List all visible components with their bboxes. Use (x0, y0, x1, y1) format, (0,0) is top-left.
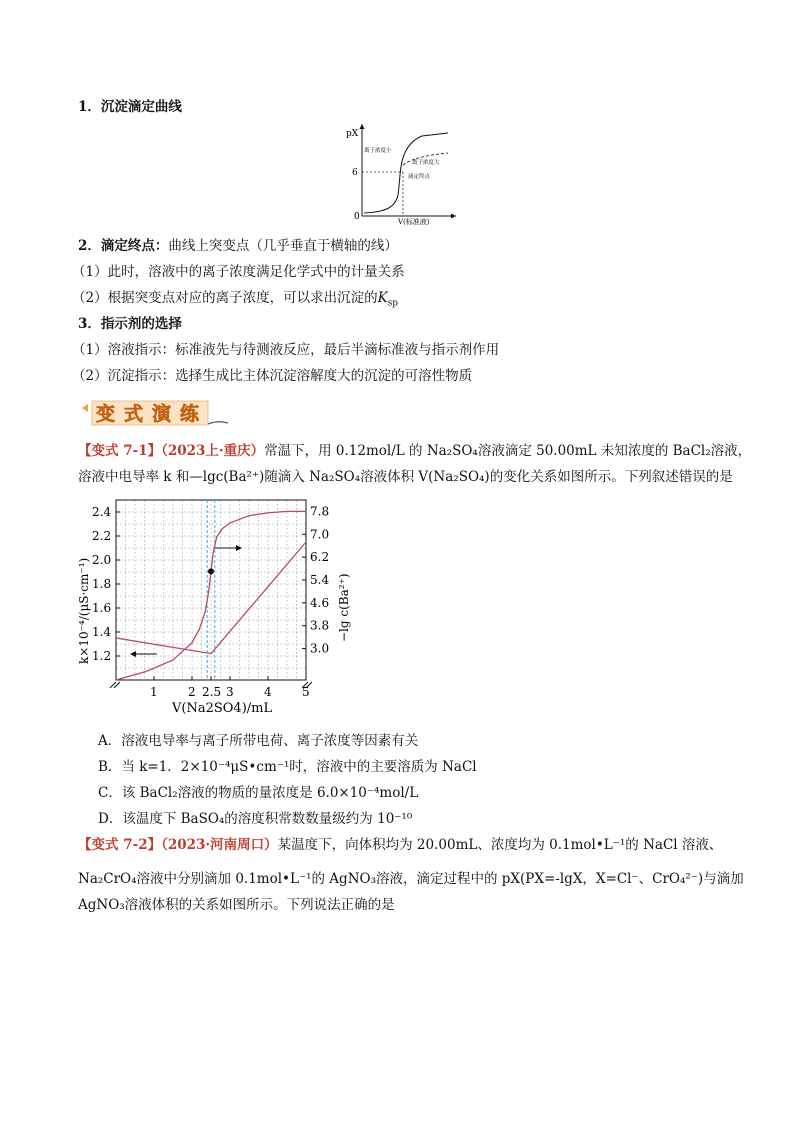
left-tick-label: 2.0 (92, 553, 112, 567)
ksp-symbol: K (377, 290, 388, 306)
fig1-annot-end: 滴定终点 (408, 174, 431, 180)
right-tick-label: 7.0 (310, 527, 330, 542)
banner-char-1: 变 (96, 403, 116, 425)
fig1-y-arrow (360, 124, 365, 129)
fig1-tick-0: 0 (354, 212, 360, 222)
q1-option-d[interactable]: D．该温度下 BaSO₄的溶度积常数数量级约为 10⁻¹⁰ (98, 811, 413, 827)
left-tick-label: 1.8 (92, 577, 112, 591)
titration-curve-figure (340, 120, 460, 225)
q2-line-2: Na₂CrO₄溶液中分别滴加 0.1mol•L⁻¹的 AgNO₃溶液，滴定过程中的 pX(PX=-lgX，X=Cl⁻、CrO₄²⁻)与滴加 (78, 871, 744, 887)
q2-text-1: 某温度下，向体积均为 20.00mL、浓度均为 0.1mol•L⁻¹的 NaCl 溶液、 (277, 837, 723, 853)
section-3-item-2: （2）沉淀指示：选择生成比主体沉淀溶解度大的沉淀的可溶性物质 (72, 368, 473, 384)
practice-banner (80, 398, 230, 428)
section-2-text: 曲线上突变点（几乎垂直于横轴的线） (168, 238, 398, 254)
marked-point (208, 568, 214, 574)
left-tick-label: 1.6 (92, 601, 112, 615)
banner-char-3: 演 (152, 403, 172, 425)
q2-tag: 【变式 7-2】 (78, 837, 162, 853)
right-tick-label: 6.2 (310, 550, 330, 565)
fig1-tick-6: 6 (352, 168, 358, 178)
section-2-number: 2． (78, 238, 101, 254)
q2-source: （2023·河南周口） (161, 837, 278, 853)
ksp-subscript: sp (387, 298, 399, 309)
x-tick-label: 2.5 (202, 685, 222, 699)
section-3-number: 3． (78, 316, 101, 332)
x-tick-label: 2 (188, 685, 196, 699)
x-tick-label: 5 (302, 685, 310, 699)
x-tick-label: 3 (226, 685, 234, 699)
banner-char-4: 练 (180, 403, 200, 425)
section-1-title: 沉淀滴定曲线 (100, 99, 182, 115)
section-3-heading (78, 315, 182, 333)
q1-option-c[interactable]: C．该 BaCl₂溶液的物质的量浓度是 6.0×10⁻⁴mol/L (98, 785, 419, 801)
fig1-x-label: V(标准液) (398, 218, 430, 225)
left-tick-label: 1.4 (92, 625, 112, 639)
q1-tag: 【变式 7-1】 (78, 443, 162, 459)
section-1-number: 1． (78, 99, 101, 115)
conductivity-titration-chart (72, 494, 362, 720)
right-tick-label: 3.8 (310, 618, 330, 633)
section-2-item-1: （1）此时，溶液中的离子浓度满足化学式中的计量关系 (72, 264, 405, 280)
section-3-item-1: （1）溶液指示：标准液先与待测液反应，最后半滴标准液与指示剂作用 (72, 342, 500, 358)
right-tick-label: 7.8 (310, 504, 330, 519)
banner-speaker-icon (82, 404, 88, 412)
fig1-x-arrow (451, 214, 456, 219)
chart-y-label-left: k×10⁻⁴/(μS·cm⁻¹) (77, 557, 91, 664)
left-tick-label: 2.4 (92, 505, 112, 519)
section-2-item-2-text: （2）根据突变点对应的离子浓度，可以求出沉淀的 (72, 290, 378, 306)
section-3-title: 指示剂的选择 (100, 316, 182, 332)
right-tick-label: 5.4 (310, 573, 330, 587)
right-tick-label: 3.0 (310, 641, 330, 656)
banner-char-2: 式 (124, 403, 144, 425)
q1-source: （2023上·重庆） (161, 443, 265, 459)
left-tick-label: 2.2 (92, 529, 112, 543)
left-tick-label: 1.2 (92, 649, 112, 663)
q1-option-b[interactable]: B．当 k=1．2×10⁻⁴μS•cm⁻¹时，溶液中的主要溶质为 NaCl (98, 759, 477, 775)
right-tick-label: 4.6 (310, 595, 330, 610)
fig1-annot-small: 离子浓度小 (364, 148, 392, 154)
q2-line-3: AgNO₃溶液体积的关系如图所示。下列说法正确的是 (78, 897, 395, 913)
x-tick-label: 4 (264, 685, 272, 699)
section-2-heading (78, 237, 398, 255)
section-2-title: 滴定终点： (100, 238, 169, 254)
chart-y-label-right: −lg c(Ba²⁺) (337, 573, 351, 642)
section-1-heading (78, 98, 182, 116)
q1-option-a[interactable]: A．溶液电导率与离子所带电荷、离子浓度等因素有关 (98, 733, 419, 749)
left-axis-break (110, 682, 120, 688)
fig1-curve-small (364, 133, 448, 213)
right-axis-arrowhead (236, 545, 242, 551)
fig1-y-label: pX (346, 129, 359, 139)
q1-line-1 (78, 442, 751, 460)
section-2-item-2 (72, 289, 398, 307)
fig1-annot-large: 离子浓度大 (412, 160, 440, 166)
q2-line-1 (78, 836, 722, 854)
x-tick-label: 1 (150, 685, 158, 699)
chart-x-ticks (150, 676, 310, 699)
chart-x-label: V(Na2SO4)/mL (172, 701, 273, 716)
q1-text-1: 常温下，用 0.12mol/L 的 Na₂SO₄溶液滴定 50.00mL 未知浓度的 BaCl₂溶液， (264, 443, 752, 459)
q1-line-2: 溶液中电导率 k 和—lgc(Ba²⁺)随滴入 Na₂SO₄溶液体积 V(Na₂SO₄)的变化关系如图所示。下列叙述错误的是 (78, 469, 733, 485)
banner-swoosh (208, 422, 228, 424)
